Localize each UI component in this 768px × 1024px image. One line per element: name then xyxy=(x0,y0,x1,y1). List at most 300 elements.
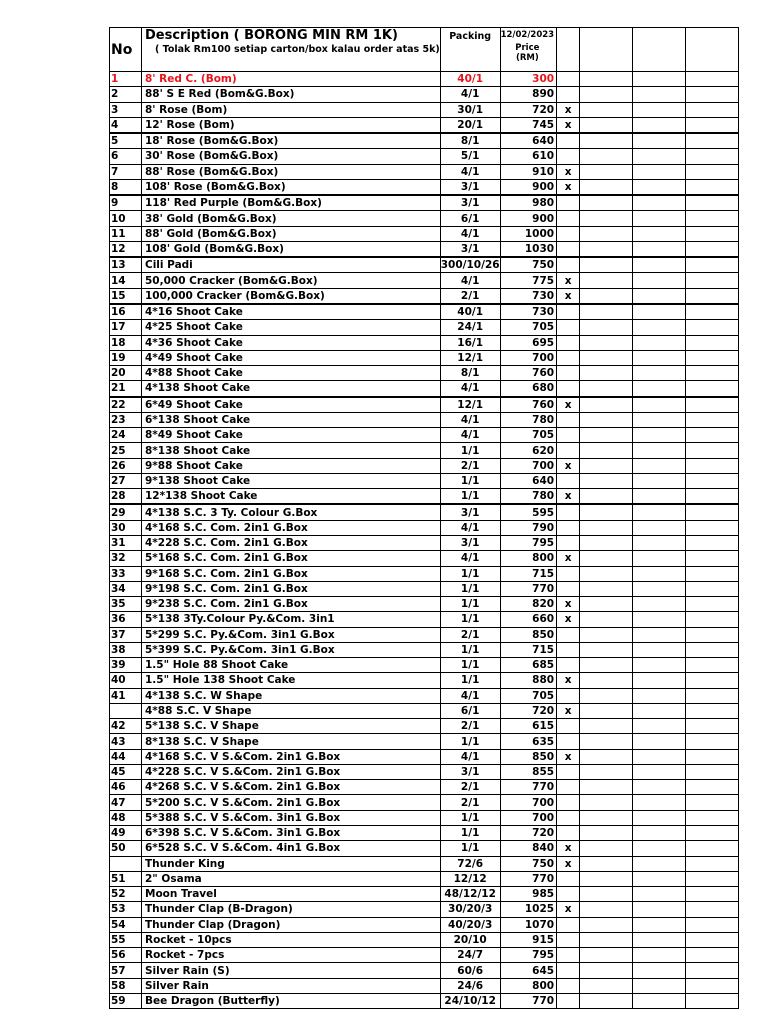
row-number: 41 xyxy=(110,688,142,703)
row-packing: 8/1 xyxy=(440,133,500,149)
row-description: Thunder King xyxy=(142,856,441,871)
table-row xyxy=(110,658,739,673)
row-empty-cell xyxy=(686,841,739,856)
row-packing: 4/1 xyxy=(440,226,500,241)
row-description: 4*138 Shoot Cake xyxy=(142,381,441,397)
price-date: 12/02/2023 xyxy=(500,30,555,40)
row-description: 4*16 Shoot Cake xyxy=(142,304,441,320)
row-packing: 1/1 xyxy=(440,489,500,505)
row-empty-cell xyxy=(580,978,633,993)
row-packing: 24/1 xyxy=(440,320,500,335)
row-price: 760 xyxy=(500,366,557,381)
header-packing: Packing xyxy=(440,28,500,72)
row-description: 8*138 S.C. V Shape xyxy=(142,734,441,749)
row-mark xyxy=(557,627,580,642)
row-empty-cell xyxy=(633,917,686,932)
row-packing: 4/1 xyxy=(440,749,500,764)
row-empty-cell xyxy=(580,288,633,304)
table-row xyxy=(110,810,739,825)
row-mark: x xyxy=(557,102,580,117)
row-number: 33 xyxy=(110,566,142,581)
row-empty-cell xyxy=(580,257,633,273)
row-price: 855 xyxy=(500,764,557,779)
row-description: 12' Rose (Bom) xyxy=(142,117,441,133)
row-empty-cell xyxy=(686,810,739,825)
row-number: 35 xyxy=(110,597,142,612)
row-number: 15 xyxy=(110,288,142,304)
row-mark: x xyxy=(557,489,580,505)
row-empty-cell xyxy=(633,102,686,117)
row-empty-cell xyxy=(686,795,739,810)
row-description: 9*88 Shoot Cake xyxy=(142,458,441,473)
row-description: 88' Rose (Bom&G.Box) xyxy=(142,164,441,179)
row-empty-cell xyxy=(633,164,686,179)
row-empty-cell xyxy=(686,335,739,350)
row-mark: x xyxy=(557,117,580,133)
row-empty-cell xyxy=(633,350,686,365)
row-empty-cell xyxy=(580,504,633,520)
header-empty-col xyxy=(633,28,686,72)
row-empty-cell xyxy=(580,366,633,381)
row-packing: 30/20/3 xyxy=(440,902,500,917)
row-empty-cell xyxy=(633,226,686,241)
row-price: 720 xyxy=(500,826,557,841)
row-number: 59 xyxy=(110,993,142,1008)
row-empty-cell xyxy=(686,978,739,993)
row-empty-cell xyxy=(686,658,739,673)
row-packing: 20/1 xyxy=(440,117,500,133)
row-number: 24 xyxy=(110,428,142,443)
row-packing: 6/1 xyxy=(440,703,500,718)
row-packing: 8/1 xyxy=(440,366,500,381)
row-empty-cell xyxy=(580,887,633,902)
row-mark: x xyxy=(557,179,580,195)
row-number: 30 xyxy=(110,520,142,535)
row-description: 5*138 3Ty.Colour Py.&Com. 3in1 xyxy=(142,612,441,627)
row-empty-cell xyxy=(580,688,633,703)
row-empty-cell xyxy=(580,211,633,226)
row-number: 44 xyxy=(110,749,142,764)
row-price: 615 xyxy=(500,719,557,734)
row-packing: 1/1 xyxy=(440,581,500,596)
row-price: 700 xyxy=(500,795,557,810)
row-description: 4*268 S.C. V S.&Com. 2in1 G.Box xyxy=(142,780,441,795)
row-description: 4*228 S.C. V S.&Com. 2in1 G.Box xyxy=(142,764,441,779)
row-empty-cell xyxy=(633,428,686,443)
row-mark xyxy=(557,688,580,703)
row-empty-cell xyxy=(686,87,739,102)
row-mark xyxy=(557,566,580,581)
row-mark xyxy=(557,504,580,520)
row-empty-cell xyxy=(686,520,739,535)
row-empty-cell xyxy=(633,211,686,226)
table-row xyxy=(110,473,739,488)
row-empty-cell xyxy=(686,489,739,505)
row-empty-cell xyxy=(580,932,633,947)
row-empty-cell xyxy=(580,658,633,673)
row-empty-cell xyxy=(633,841,686,856)
row-mark xyxy=(557,658,580,673)
row-empty-cell xyxy=(580,902,633,917)
row-number: 17 xyxy=(110,320,142,335)
row-empty-cell xyxy=(580,102,633,117)
row-mark xyxy=(557,428,580,443)
row-number xyxy=(110,703,142,718)
table-row xyxy=(110,749,739,764)
row-empty-cell xyxy=(686,902,739,917)
row-price: 685 xyxy=(500,658,557,673)
row-empty-cell xyxy=(633,489,686,505)
row-packing: 48/12/12 xyxy=(440,887,500,902)
table-row xyxy=(110,288,739,304)
row-number: 40 xyxy=(110,673,142,688)
row-description: 5*138 S.C. V Shape xyxy=(142,719,441,734)
row-price: 705 xyxy=(500,320,557,335)
row-empty-cell xyxy=(580,673,633,688)
row-empty-cell xyxy=(633,241,686,257)
row-mark xyxy=(557,443,580,458)
row-number: 38 xyxy=(110,642,142,657)
table-row xyxy=(110,764,739,779)
row-mark xyxy=(557,948,580,963)
row-empty-cell xyxy=(633,87,686,102)
row-packing: 3/1 xyxy=(440,764,500,779)
row-number: 58 xyxy=(110,978,142,993)
row-mark xyxy=(557,642,580,657)
row-mark: x xyxy=(557,273,580,288)
row-price: 700 xyxy=(500,350,557,365)
row-description: 6*528 S.C. V S.&Com. 4in1 G.Box xyxy=(142,841,441,856)
row-mark xyxy=(557,87,580,102)
row-mark: x xyxy=(557,164,580,179)
row-empty-cell xyxy=(580,993,633,1008)
row-empty-cell xyxy=(686,320,739,335)
table-row xyxy=(110,734,739,749)
row-price: 750 xyxy=(500,257,557,273)
row-empty-cell xyxy=(686,719,739,734)
row-number: 23 xyxy=(110,412,142,427)
row-packing: 1/1 xyxy=(440,673,500,688)
table-row xyxy=(110,397,739,413)
row-empty-cell xyxy=(633,381,686,397)
row-description: 118' Red Purple (Bom&G.Box) xyxy=(142,195,441,211)
row-number: 3 xyxy=(110,102,142,117)
row-empty-cell xyxy=(633,366,686,381)
row-empty-cell xyxy=(686,917,739,932)
row-packing: 24/6 xyxy=(440,978,500,993)
row-mark: x xyxy=(557,288,580,304)
table-row xyxy=(110,795,739,810)
row-empty-cell xyxy=(633,887,686,902)
row-empty-cell xyxy=(686,887,739,902)
row-number: 31 xyxy=(110,535,142,550)
row-description: 9*168 S.C. Com. 2in1 G.Box xyxy=(142,566,441,581)
table-row xyxy=(110,917,739,932)
row-number: 54 xyxy=(110,917,142,932)
row-number: 43 xyxy=(110,734,142,749)
row-empty-cell xyxy=(686,257,739,273)
row-empty-cell xyxy=(686,458,739,473)
row-description: 6*49 Shoot Cake xyxy=(142,397,441,413)
row-description: 2" Osama xyxy=(142,871,441,886)
row-description: 108' Rose (Bom&G.Box) xyxy=(142,179,441,195)
row-empty-cell xyxy=(686,164,739,179)
row-empty-cell xyxy=(686,749,739,764)
table-row xyxy=(110,257,739,273)
row-packing: 300/10/26 xyxy=(440,257,500,273)
row-mark xyxy=(557,887,580,902)
row-mark xyxy=(557,304,580,320)
row-empty-cell xyxy=(686,826,739,841)
row-description: Moon Travel xyxy=(142,887,441,902)
table-row xyxy=(110,535,739,550)
table-row xyxy=(110,504,739,520)
row-empty-cell xyxy=(686,871,739,886)
row-mark xyxy=(557,381,580,397)
table-row xyxy=(110,703,739,718)
table-row xyxy=(110,195,739,211)
row-empty-cell xyxy=(686,612,739,627)
row-price: 720 xyxy=(500,102,557,117)
row-empty-cell xyxy=(633,288,686,304)
row-description: Thunder Clap (Dragon) xyxy=(142,917,441,932)
row-empty-cell xyxy=(580,179,633,195)
row-packing: 4/1 xyxy=(440,164,500,179)
table-row xyxy=(110,458,739,473)
row-empty-cell xyxy=(633,749,686,764)
row-packing: 1/1 xyxy=(440,566,500,581)
row-empty-cell xyxy=(580,612,633,627)
row-description: 100,000 Cracker (Bom&G.Box) xyxy=(142,288,441,304)
row-packing: 1/1 xyxy=(440,826,500,841)
row-mark xyxy=(557,978,580,993)
row-empty-cell xyxy=(580,780,633,795)
row-number: 20 xyxy=(110,366,142,381)
row-empty-cell xyxy=(686,581,739,596)
row-mark: x xyxy=(557,902,580,917)
row-empty-cell xyxy=(686,551,739,566)
row-description: 4*138 S.C. W Shape xyxy=(142,688,441,703)
row-mark xyxy=(557,366,580,381)
table-row xyxy=(110,117,739,133)
table-row xyxy=(110,993,739,1008)
row-number: 29 xyxy=(110,504,142,520)
row-description: 4*168 S.C. Com. 2in1 G.Box xyxy=(142,520,441,535)
row-empty-cell xyxy=(580,133,633,149)
row-empty-cell xyxy=(633,397,686,413)
row-number: 19 xyxy=(110,350,142,365)
row-mark: x xyxy=(557,551,580,566)
row-mark xyxy=(557,72,580,87)
row-packing: 3/1 xyxy=(440,241,500,257)
row-packing: 1/1 xyxy=(440,473,500,488)
row-packing: 1/1 xyxy=(440,443,500,458)
table-row xyxy=(110,273,739,288)
row-empty-cell xyxy=(580,473,633,488)
row-packing: 12/12 xyxy=(440,871,500,886)
row-description: 50,000 Cracker (Bom&G.Box) xyxy=(142,273,441,288)
row-price: 915 xyxy=(500,932,557,947)
row-description: 4*228 S.C. Com. 2in1 G.Box xyxy=(142,535,441,550)
row-packing: 2/1 xyxy=(440,719,500,734)
row-mark xyxy=(557,963,580,978)
row-empty-cell xyxy=(580,948,633,963)
row-packing: 12/1 xyxy=(440,397,500,413)
row-number: 34 xyxy=(110,581,142,596)
row-number: 28 xyxy=(110,489,142,505)
row-empty-cell xyxy=(633,932,686,947)
row-empty-cell xyxy=(633,993,686,1008)
table-row xyxy=(110,241,739,257)
row-description: 30' Rose (Bom&G.Box) xyxy=(142,149,441,164)
row-description: 4*49 Shoot Cake xyxy=(142,350,441,365)
row-number: 14 xyxy=(110,273,142,288)
row-packing: 1/1 xyxy=(440,612,500,627)
row-packing: 12/1 xyxy=(440,350,500,365)
row-description: 6*398 S.C. V S.&Com. 3in1 G.Box xyxy=(142,826,441,841)
row-description: 12*138 Shoot Cake xyxy=(142,489,441,505)
table-body xyxy=(110,72,739,1009)
row-price: 850 xyxy=(500,749,557,764)
row-mark xyxy=(557,133,580,149)
row-empty-cell xyxy=(633,72,686,87)
row-number: 52 xyxy=(110,887,142,902)
row-description: Cili Padi xyxy=(142,257,441,273)
row-mark xyxy=(557,917,580,932)
row-empty-cell xyxy=(686,226,739,241)
row-packing: 24/7 xyxy=(440,948,500,963)
price-unit: (RM) xyxy=(515,53,539,63)
row-number: 26 xyxy=(110,458,142,473)
table-row xyxy=(110,211,739,226)
row-empty-cell xyxy=(633,535,686,550)
row-price: 705 xyxy=(500,428,557,443)
row-empty-cell xyxy=(633,520,686,535)
price-label: Price xyxy=(515,43,540,53)
table-row xyxy=(110,887,739,902)
table-row xyxy=(110,948,739,963)
header-empty-col xyxy=(686,28,739,72)
row-number: 49 xyxy=(110,826,142,841)
row-empty-cell xyxy=(580,428,633,443)
row-mark xyxy=(557,520,580,535)
row-empty-cell xyxy=(580,87,633,102)
row-empty-cell xyxy=(633,703,686,718)
row-description: 8*138 Shoot Cake xyxy=(142,443,441,458)
row-price: 850 xyxy=(500,627,557,642)
row-packing: 4/1 xyxy=(440,551,500,566)
row-empty-cell xyxy=(580,195,633,211)
row-mark: x xyxy=(557,703,580,718)
row-mark xyxy=(557,350,580,365)
row-packing: 24/10/12 xyxy=(440,993,500,1008)
description-title: Description ( BORONG MIN RM 1K) xyxy=(145,28,398,43)
row-number: 47 xyxy=(110,795,142,810)
row-empty-cell xyxy=(633,734,686,749)
row-mark xyxy=(557,764,580,779)
row-description: 1.5" Hole 138 Shoot Cake xyxy=(142,673,441,688)
row-number: 11 xyxy=(110,226,142,241)
row-description: Rocket - 10pcs xyxy=(142,932,441,947)
header-mark-col xyxy=(557,28,580,72)
row-empty-cell xyxy=(633,551,686,566)
row-price: 770 xyxy=(500,871,557,886)
row-packing: 2/1 xyxy=(440,288,500,304)
row-empty-cell xyxy=(580,795,633,810)
row-price: 595 xyxy=(500,504,557,520)
row-description: 88' Gold (Bom&G.Box) xyxy=(142,226,441,241)
table-row xyxy=(110,350,739,365)
row-price: 770 xyxy=(500,780,557,795)
row-price: 890 xyxy=(500,87,557,102)
table-row xyxy=(110,581,739,596)
row-empty-cell xyxy=(580,397,633,413)
row-empty-cell xyxy=(580,871,633,886)
row-empty-cell xyxy=(633,304,686,320)
row-empty-cell xyxy=(633,597,686,612)
row-empty-cell xyxy=(686,642,739,657)
row-description: Rocket - 7pcs xyxy=(142,948,441,963)
row-empty-cell xyxy=(580,320,633,335)
row-price: 715 xyxy=(500,642,557,657)
row-empty-cell xyxy=(686,932,739,947)
row-mark: x xyxy=(557,597,580,612)
description-subtitle: ( Tolak Rm100 setiap carton/box kalau order atas 5k) xyxy=(155,44,440,55)
row-empty-cell xyxy=(633,642,686,657)
row-empty-cell xyxy=(580,535,633,550)
row-packing: 3/1 xyxy=(440,195,500,211)
row-description: 8*49 Shoot Cake xyxy=(142,428,441,443)
row-empty-cell xyxy=(633,117,686,133)
row-packing: 3/1 xyxy=(440,179,500,195)
row-number: 4 xyxy=(110,117,142,133)
row-empty-cell xyxy=(580,764,633,779)
row-empty-cell xyxy=(580,597,633,612)
row-price: 640 xyxy=(500,133,557,149)
row-empty-cell xyxy=(580,304,633,320)
table-row xyxy=(110,102,739,117)
row-empty-cell xyxy=(633,149,686,164)
table-row xyxy=(110,72,739,87)
row-number: 18 xyxy=(110,335,142,350)
row-packing: 1/1 xyxy=(440,597,500,612)
header-empty-col xyxy=(580,28,633,72)
row-empty-cell xyxy=(686,597,739,612)
row-mark xyxy=(557,241,580,257)
row-empty-cell xyxy=(633,856,686,871)
row-price: 745 xyxy=(500,117,557,133)
row-description: 4*25 Shoot Cake xyxy=(142,320,441,335)
table-row xyxy=(110,688,739,703)
row-empty-cell xyxy=(580,458,633,473)
table-row xyxy=(110,366,739,381)
row-empty-cell xyxy=(686,397,739,413)
row-description: 9*198 S.C. Com. 2in1 G.Box xyxy=(142,581,441,596)
row-empty-cell xyxy=(633,179,686,195)
row-price: 980 xyxy=(500,195,557,211)
row-price: 635 xyxy=(500,734,557,749)
row-empty-cell xyxy=(633,612,686,627)
row-mark: x xyxy=(557,749,580,764)
row-mark xyxy=(557,412,580,427)
row-description: 18' Rose (Bom&G.Box) xyxy=(142,133,441,149)
row-mark: x xyxy=(557,841,580,856)
row-empty-cell xyxy=(633,320,686,335)
row-mark xyxy=(557,734,580,749)
row-empty-cell xyxy=(633,688,686,703)
table-row xyxy=(110,871,739,886)
row-mark xyxy=(557,195,580,211)
